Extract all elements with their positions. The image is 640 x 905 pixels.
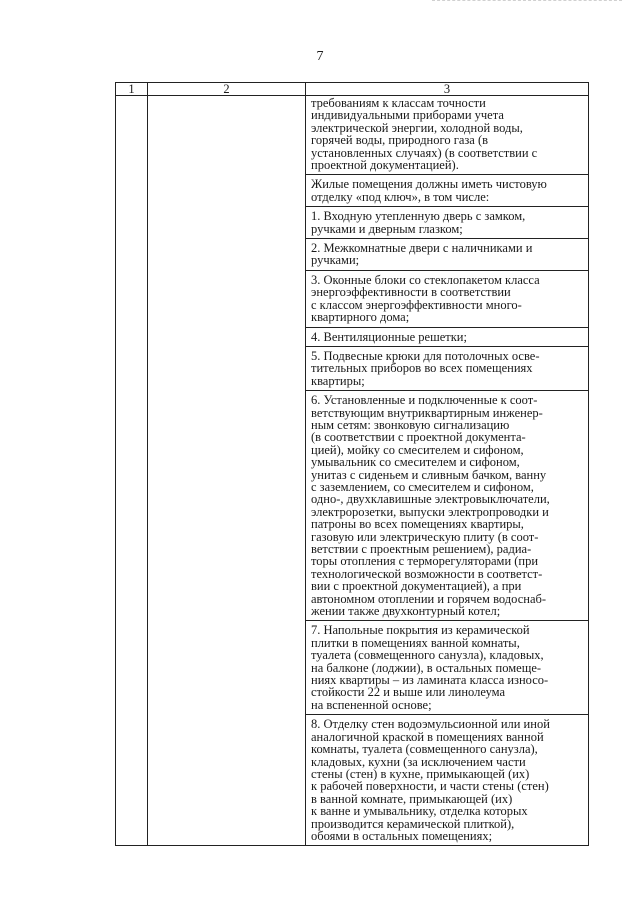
requirement-item (306, 328, 588, 347)
column-header-1: 1 (116, 83, 148, 96)
requirement-text-line: с классом энергоэффективности много- (311, 297, 522, 312)
requirement-text-line: 4. Вентиляционные решетки; (311, 329, 467, 344)
requirement-text-line: 3. Оконные блоки со стеклопакетом класса (311, 272, 540, 287)
requirement-text-line: обоями в остальных помещениях; (311, 828, 493, 843)
requirement-text-line: 8. Отделку стен водоэмульсионной или иной (311, 717, 550, 732)
requirement-text-line: к ванне и умывальнику, отделка которых (311, 804, 528, 819)
requirement-text-line: (в соответствии с проектной документа- (311, 430, 526, 445)
requirement-items (306, 96, 588, 845)
requirement-item (306, 239, 588, 271)
requirement-text-line: стены (стен) в кухне, примыкающей (их) (311, 766, 530, 781)
requirement-text-line: 5. Подвесные крюки для потолочных осве- (311, 348, 540, 363)
requirement-text-line: жении также двухконтурный котел; (311, 604, 501, 619)
requirement-text-line: кладовых, кухни (за исключением части (311, 754, 526, 769)
column-1-cell (116, 96, 148, 846)
requirement-text-line: ветствии с проектным решением), радиа- (311, 542, 532, 556)
requirement-text-line: в ванной комнате, примыкающей (их) (311, 791, 513, 806)
requirement-text-line: одно-, двухклавишные электровыключатели, (311, 492, 550, 507)
scan-artifact (432, 0, 622, 5)
requirement-text-line: на вспененной основе; (311, 697, 432, 712)
requirement-text-line: плитки в помещениях ванной комнаты, (311, 635, 520, 650)
requirement-text-line: туалета (совмещенного санузла), кладовых, (311, 648, 544, 663)
requirement-text-line: 7. Напольные покрытия из керамической (311, 623, 530, 638)
requirement-text-line: на балконе (лоджии), в остальных помеще- (311, 660, 542, 675)
requirement-text-line: энергоэффективности в соответствии (311, 285, 511, 300)
requirement-item (306, 621, 588, 715)
requirement-text-line: тительных приборов во всех помещениях (311, 361, 533, 376)
table-header (116, 83, 589, 96)
requirement-text-line: квартирного дома; (311, 310, 410, 325)
requirement-text-line: производится керамической плиткой), (311, 816, 515, 831)
requirement-text-line: ветствующим внутриквартирным инженер- (311, 405, 543, 420)
requirement-item (306, 391, 588, 621)
requirement-text-line: торы отопления с терморегуляторами (при (311, 554, 539, 569)
requirement-text-line: стойкости 22 и выше или линолеума (311, 685, 506, 700)
requirement-text-line: к рабочей поверхности, и части стены (стен) (311, 779, 549, 794)
requirement-text-line: ниях квартиры – из ламината класса износо- (311, 673, 549, 688)
requirement-item (306, 175, 588, 207)
requirement-item (306, 96, 588, 175)
requirement-text-line: установленных случаях) (в соответствии с (311, 145, 538, 160)
requirement-item (306, 347, 588, 391)
requirement-text-line: аналогичной краской в помещениях ванной (311, 729, 544, 744)
column-2-cell (148, 96, 306, 846)
requirement-text-line: цией), мойку со смесителем и сифоном, (311, 442, 524, 457)
requirement-text-line: 6. Установленные и подключенные к соот- (311, 393, 538, 408)
requirement-text-line: комнаты, туалета (совмещенного санузла), (311, 742, 538, 757)
requirement-text-line: вии с проектной документацией), а при (311, 579, 522, 594)
requirement-text-line: автономном отоплении и горячем водоснаб- (311, 591, 547, 606)
requirement-item (306, 207, 588, 239)
column-3-cell (306, 96, 589, 846)
requirement-text-line: 2. Межкомнатные двери с наличниками и (311, 241, 533, 256)
requirements-table (115, 82, 589, 846)
requirement-text-line: квартиры; (311, 373, 365, 388)
requirement-text-line: электрической энергии, холодной воды, (311, 120, 523, 135)
requirement-text-line: отделку «под ключ», в том числе: (311, 189, 490, 204)
requirement-text-line: требованиям к классам точности (311, 96, 486, 110)
page-number: 7 (316, 49, 324, 64)
requirement-text-line: электророзетки, выпуски электропроводки и (311, 504, 549, 519)
column-header-3: 3 (306, 83, 589, 96)
requirement-text-line: горячей воды, природного газа (в (311, 133, 489, 148)
requirement-text-line: ручками и дверным глазком; (311, 221, 463, 236)
table-row (116, 96, 589, 846)
requirement-text-line: унитаз с сиденьем и сливным бачком, ванну (311, 467, 547, 482)
requirement-item (306, 271, 588, 328)
requirement-text-line: проектной документацией). (311, 158, 459, 173)
requirement-text-line: умывальник со смесителем и сифоном, (311, 455, 520, 470)
requirement-text-line: Жилые помещения должны иметь чистовую (311, 177, 547, 192)
requirement-text-line: индивидуальными приборами учета (311, 108, 504, 123)
requirement-text-line: ным сетям: звонковую сигнализацию (311, 417, 510, 432)
requirement-item (306, 715, 588, 845)
requirement-text-line: ручками; (311, 253, 360, 268)
requirement-text-line: патроны во всех помещениях квартиры, (311, 517, 524, 532)
requirement-text-line: газовую или электрическую плиту (в соот- (311, 529, 539, 544)
column-header-2: 2 (148, 83, 306, 96)
requirement-text-line: с заземлением, со смесителем и сифоном, (311, 479, 534, 494)
requirement-text-line: технологической возможности в соответст- (311, 566, 543, 581)
requirement-text-line: 1. Входную утепленную дверь с замком, (311, 209, 526, 224)
